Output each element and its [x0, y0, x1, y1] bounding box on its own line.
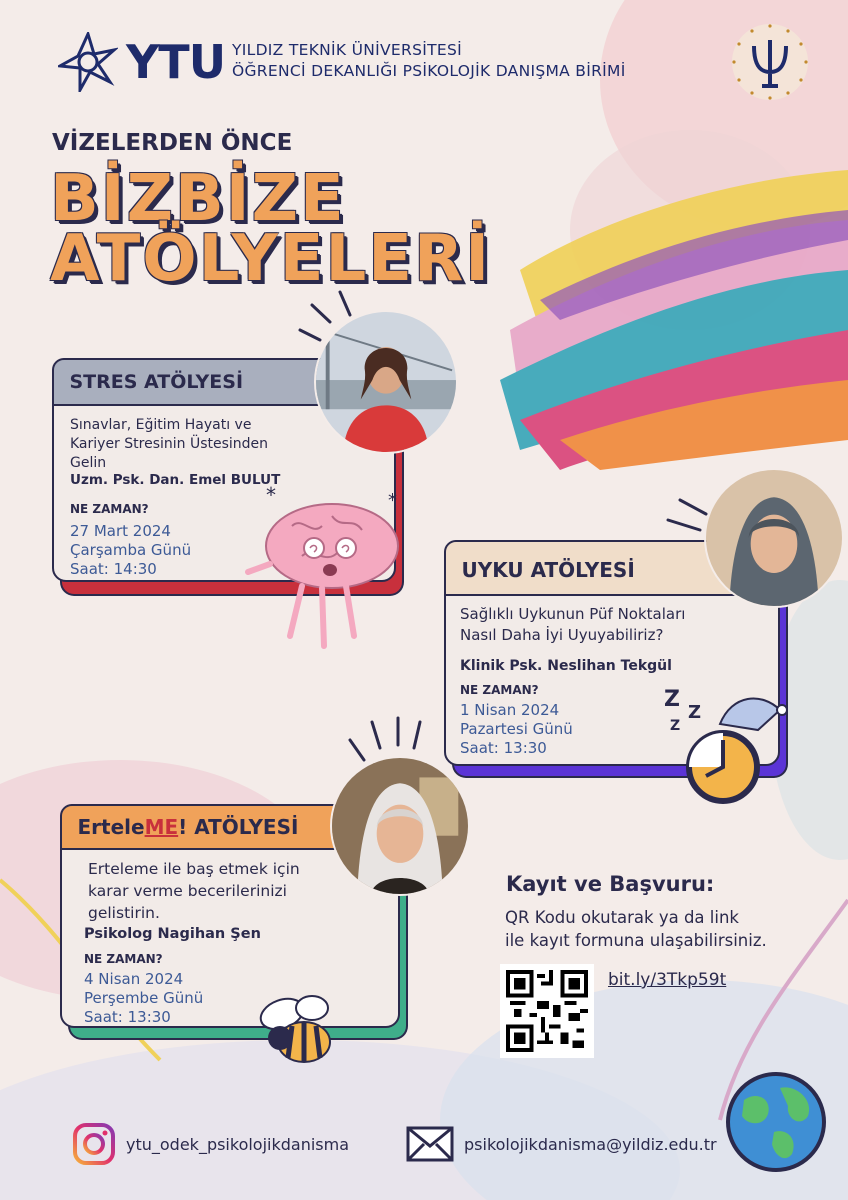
- registration-line: QR Kodu okutarak ya da link: [505, 908, 739, 927]
- ertele-desc-line: Erteleme ile baş etmek için: [88, 860, 300, 878]
- paint-brush-strokes: [500, 170, 848, 470]
- sleep-day: Pazartesi Günü: [460, 720, 573, 738]
- sleep-desc-line: Nasıl Daha İyi Uyuyabiliriz?: [460, 626, 664, 644]
- registration-text: [505, 906, 767, 952]
- ertele-title-pre: Ertele: [77, 814, 145, 839]
- stress-speaker-photo: [314, 310, 458, 454]
- university-name: [232, 40, 626, 82]
- star-logo-icon: [58, 32, 118, 92]
- sleep-desc-line: Sağlıklı Uykunun Püf Noktaları: [460, 605, 686, 623]
- instagram-icon: [72, 1122, 116, 1166]
- svg-text:*: *: [266, 486, 276, 507]
- ertele-desc-line: gelistirin.: [88, 904, 160, 922]
- registration-link[interactable]: bit.ly/3Tkp59t: [608, 970, 727, 990]
- stress-desc-line: Sınavlar, Eğitim Hayatı ve: [70, 417, 252, 433]
- university-line: YILDIZ TEKNİK ÜNİVERSİTESİ: [232, 41, 462, 59]
- sleep-speaker: Klinik Psk. Neslihan Tekgül: [460, 658, 672, 674]
- svg-text:Z: Z: [664, 687, 680, 712]
- hero-title-line1: BİZBİZE: [50, 162, 346, 236]
- email-address: psikolojikdanisma@yildiz.edu.tr: [464, 1134, 717, 1154]
- brand-name: YTU: [126, 35, 226, 89]
- svg-text:Z: Z: [670, 718, 681, 734]
- ertele-speaker-photo: [330, 756, 470, 896]
- kicker-text: VİZELERDEN ÖNCE: [52, 130, 293, 156]
- stress-day: Çarşamba Günü: [70, 541, 192, 559]
- bee-icon: [252, 988, 352, 1078]
- stress-description: [70, 416, 268, 473]
- ertele-title-post: ! ATÖLYESİ: [178, 814, 299, 839]
- ertele-speaker: Psikolog Nagihan Şen: [84, 926, 261, 942]
- stress-speaker: Uzm. Psk. Dan. Emel BULUT: [70, 472, 281, 488]
- ertele-description: [88, 858, 300, 924]
- sleep-when-label: NE ZAMAN?: [460, 683, 539, 697]
- svg-text:*: *: [388, 490, 397, 511]
- registration-title: Kayıt ve Başvuru:: [506, 872, 715, 896]
- stress-desc-line: Kariyer Stresinin Üstesinden: [70, 436, 269, 452]
- sleep-speaker-photo: [704, 468, 844, 608]
- hero-title-line2: ATÖLYELERİ: [50, 222, 492, 296]
- stress-when-label: NE ZAMAN?: [70, 502, 149, 516]
- psi-seal-icon: [728, 20, 812, 104]
- sleep-date: 1 Nisan 2024: [460, 701, 560, 719]
- ertele-date: 4 Nisan 2024: [84, 970, 184, 988]
- ertele-title-em: ME: [144, 814, 179, 839]
- brain-icon: [242, 486, 412, 666]
- ytu-logo: [58, 32, 225, 92]
- globe-icon: [724, 1070, 828, 1174]
- unit-line: ÖĞRENCİ DEKANLIĞI PSİKOLOJİK DANIŞMA BİRİMİ: [232, 62, 626, 80]
- instagram-handle: ytu_odek_psikolojikdanisma: [126, 1134, 350, 1154]
- sleep-description: [460, 604, 685, 646]
- stress-desc-line: Gelin: [70, 455, 107, 471]
- stress-card-title: STRES ATÖLYESİ: [52, 358, 396, 406]
- svg-text:Z: Z: [688, 702, 702, 723]
- registration-line: ile kayıt formuna ulaşabilirsiniz.: [505, 931, 767, 950]
- ertele-time: Saat: 13:30: [84, 1008, 171, 1026]
- mail-icon: [406, 1126, 454, 1162]
- instagram-contact[interactable]: [72, 1122, 349, 1166]
- clock-icon: [684, 728, 762, 806]
- stress-time: Saat: 14:30: [70, 560, 157, 578]
- sleep-time: Saat: 13:30: [460, 739, 547, 757]
- ertele-desc-line: karar verme becerilerinizi: [88, 882, 287, 900]
- ertele-when-label: NE ZAMAN?: [84, 952, 163, 966]
- email-contact[interactable]: [406, 1126, 717, 1162]
- ertele-day: Perşembe Günü: [84, 989, 204, 1007]
- qr-code[interactable]: [500, 964, 594, 1058]
- stress-date: 27 Mart 2024: [70, 522, 171, 540]
- sleep-card-title: UYKU ATÖLYESİ: [444, 540, 780, 596]
